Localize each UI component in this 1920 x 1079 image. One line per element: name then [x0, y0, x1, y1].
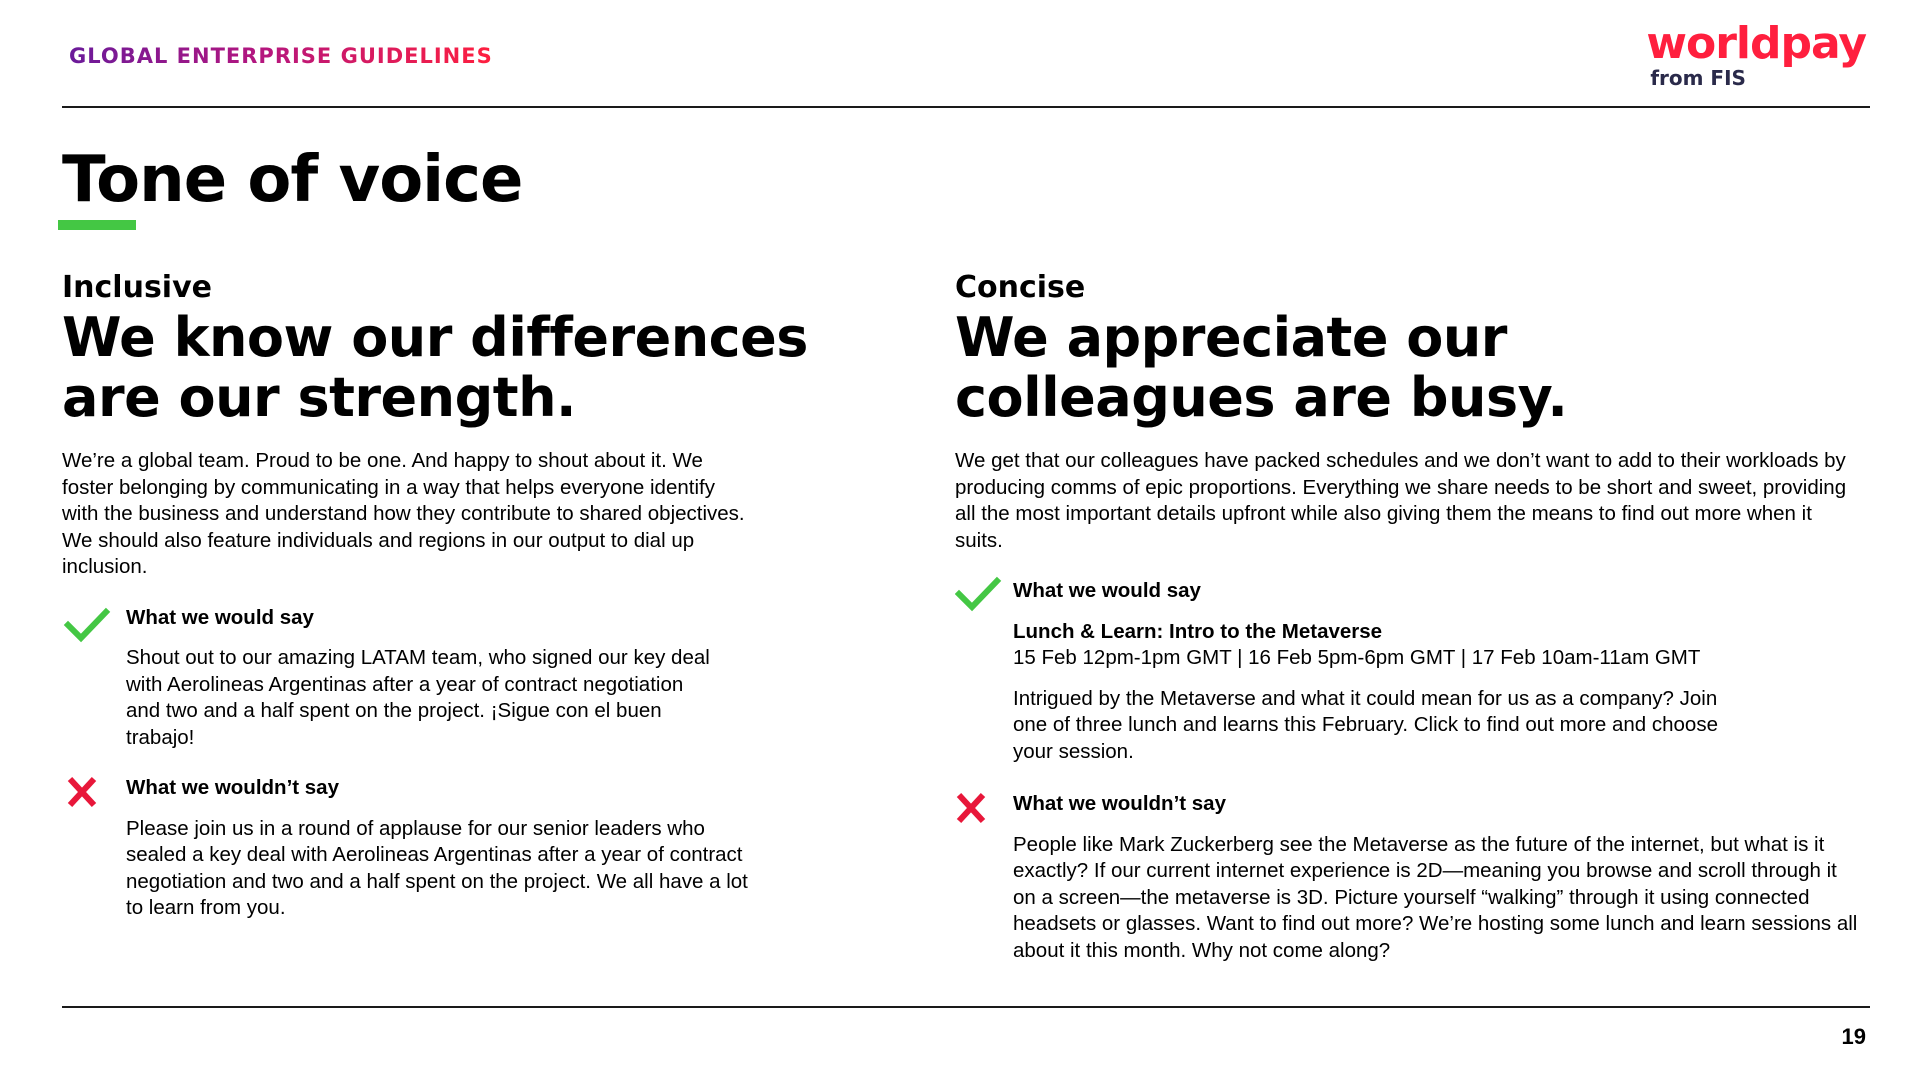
headline-concise: We appreciate our colleagues are busy. [955, 306, 1568, 429]
footer-divider [62, 1006, 1870, 1008]
intro-inclusive: We’re a global team. Proud to be one. And happy to shout about it. We foster belonging by communicating in a way that helps everyone identify with the business and understand how they contribute to shared objectives. We should also feature individuals and regions in our output to dial up inclusion. [62, 449, 745, 578]
concise-column [955, 268, 1865, 964]
would-say-heading: What we would say [1013, 579, 1201, 602]
header-divider [62, 106, 1870, 108]
would-say-heading: What we would say [126, 605, 314, 629]
wouldnt-say-example [62, 775, 882, 922]
cross-icon [955, 789, 1005, 833]
intro-concise: We get that our colleagues have packed schedules and we don’t want to add to their workloads by producing comms of epic proportions. Everything we share needs to be short and sweet, providing all the most important details upfront while also giving them the means to find out more when it suits. [955, 449, 1847, 552]
wouldnt-say-text: Please join us in a round of applause for our senior leaders who sealed a key deal with Aerolineas Argentinas after a year of contract negotiation and two and a half spent on the project. We all have a lot to learn from you. [126, 816, 748, 919]
event-times: 15 Feb 12pm-1pm GMT | 16 Feb 5pm-6pm GMT | 17 Feb 10am-11am GMT [1013, 646, 1701, 669]
wouldnt-say-heading: What we wouldn’t say [1013, 792, 1226, 815]
logo-subtitle: from FIS [1650, 66, 1746, 90]
would-say-text: Shout out to our amazing LATAM team, who signed our key deal with Aerolineas Argentinas after a year of contract negotiation and two and a half spent on the project. ¡Sigue con el buen trabajo! [126, 646, 710, 749]
headline-inclusive: We know our differences are our strength. [62, 306, 808, 429]
guidelines-section-title: GLOBAL ENTERPRISE GUIDELINES [69, 44, 493, 68]
column-label-concise: Concise [955, 270, 1086, 305]
wouldnt-say-heading: What we wouldn’t say [126, 776, 339, 799]
page-title: Tone of voice [62, 143, 523, 217]
page-number: 19 [1841, 1024, 1866, 1049]
inclusive-column [62, 268, 882, 922]
title-accent-bar [58, 220, 136, 230]
cross-icon [62, 773, 112, 817]
would-say-example [955, 578, 1865, 765]
column-label-inclusive: Inclusive [62, 270, 212, 305]
wouldnt-say-text: People like Mark Zuckerberg see the Metaverse as the future of the internet, but what is it exactly? If our current internet experience is 2D—meaning you browse and scroll through it on a screen—the metaverse is 3D. Picture yourself “walking” through it using connected headsets or glasses. Want to find out more? We’re hosting some lunch and learn sessions all about it this month. Why not come along? [1013, 832, 1858, 962]
logo-wordmark: worldpay [1646, 18, 1866, 69]
would-say-example [62, 605, 882, 752]
event-title: Lunch & Learn: Intro to the Metaverse [1013, 619, 1383, 643]
worldpay-logo [1646, 20, 1866, 88]
checkmark-icon [955, 576, 1005, 620]
checkmark-icon [62, 603, 112, 647]
wouldnt-say-example [955, 791, 1865, 964]
would-say-text: Intrigued by the Metaverse and what it could mean for us as a company? Join one of three lunch and learns this February. Click to find out more and choose your session. [1013, 686, 1718, 763]
